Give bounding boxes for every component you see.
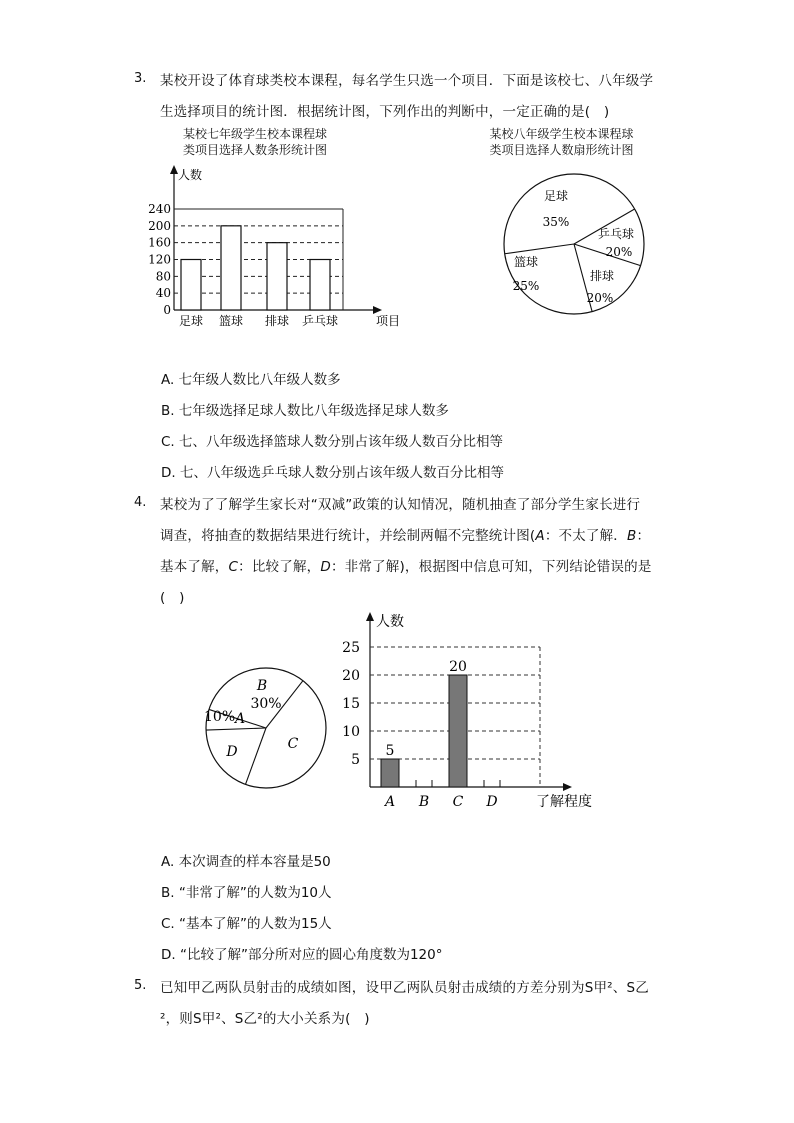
q3-option-b[interactable]: B. 七年级选择足球人数比八年级选择足球人数多 — [161, 403, 449, 419]
q4-var-c: C — [228, 559, 239, 575]
x-axis-arrow-icon — [563, 783, 572, 791]
q3-option-a[interactable]: A. 七年级人数比八年级人数多 — [161, 372, 341, 388]
q3-option-d[interactable]: D. 七、八年级选乒乓球人数分别占该年级人数百分比相等 — [161, 465, 504, 481]
y-tick-label: 10 — [342, 724, 360, 740]
pie-slice-label: 篮球 — [513, 255, 539, 269]
y-tick-label: 15 — [342, 696, 360, 712]
x-tick-label: C — [452, 794, 464, 810]
question-5-number: 5. — [134, 978, 147, 993]
pie-slice-label: A — [234, 711, 246, 727]
bar-A — [381, 759, 399, 787]
y-tick-label: 120 — [148, 252, 171, 267]
pie-slice-pct: 10% — [204, 709, 236, 725]
pie-slice-label: 足球 — [543, 189, 569, 203]
pie-caption-line1: 某校八年级学生校本课程球 — [489, 127, 634, 141]
pie-chart-caption — [479, 126, 644, 158]
pie-slice-pct: 30% — [250, 696, 282, 712]
q4-bar-chart — [340, 608, 620, 814]
question-4-text-line2 — [160, 524, 650, 544]
q4-line3-part3: ：非常了解)，根据图中信息可知，下列结论错误的是 — [330, 559, 652, 575]
question-3-text-line1: 某校开设了体育球类校本课程，每名学生只选一个项目．下面是该校七、八年级学 — [160, 73, 654, 89]
x-axis-label: 了解程度 — [536, 794, 592, 810]
y-tick-label: 25 — [342, 640, 360, 656]
y-tick-label: 240 — [148, 202, 171, 216]
q4-var-b: B — [627, 528, 637, 544]
q4-var-d: D — [320, 559, 331, 575]
pie-caption-line2: 类项目选择人数扇形统计图 — [489, 143, 634, 157]
pie-slice-label: 乒乓球 — [597, 227, 635, 241]
grade8-pie-chart — [494, 164, 654, 324]
bar-data-label: 20 — [449, 659, 467, 675]
pie-slice-pct: 20% — [586, 291, 614, 305]
pie-slice-label: C — [287, 736, 299, 752]
q4-option-a[interactable]: A. 本次调查的样本容量是50 — [161, 854, 331, 870]
pie-slice-label: 排球 — [589, 269, 615, 283]
q4-option-b[interactable]: B. “非常了解”的人数为10人 — [161, 885, 332, 901]
bar-4 — [310, 260, 330, 311]
x-tick-label: A — [384, 794, 396, 810]
x-tick-label: B — [418, 794, 430, 810]
y-tick-label: 5 — [351, 752, 360, 768]
y-tick-label: 200 — [148, 218, 171, 233]
bar-2 — [221, 226, 241, 310]
q4-line2-part1: 调查，将抽查的数据结果进行统计，并绘制两幅不完整统计图( — [160, 528, 536, 544]
y-tick-label: 80 — [155, 269, 171, 284]
question-4-number: 4. — [134, 495, 147, 510]
bar-C — [449, 675, 467, 787]
pie-slice-pct: 25% — [512, 279, 540, 293]
question-4-text-line1: 某校为了了解学生家长对“双减”政策的认知情况，随机抽查了部分学生家长进行 — [160, 497, 641, 513]
y-tick-label: 40 — [155, 286, 171, 301]
pie-slice-label: D — [226, 744, 238, 760]
bar-3 — [267, 243, 287, 310]
grade7-bar-chart — [140, 162, 400, 332]
y-tick-label: 160 — [148, 235, 171, 250]
x-tick-label: 足球 — [178, 314, 204, 328]
y-axis-arrow-icon — [170, 165, 178, 174]
bar-caption-line1: 某校七年级学生校本课程球 — [182, 127, 327, 141]
y-tick-label: 0 — [163, 303, 171, 317]
y-axis-label: 人数 — [178, 168, 203, 182]
pie-slice-pct: 20% — [605, 245, 633, 259]
question-4-text-line4: ( ) — [160, 590, 185, 606]
q3-option-c[interactable]: C. 七、八年级选择篮球人数分别占该年级人数百分比相等 — [161, 434, 504, 450]
y-tick-label: 20 — [342, 668, 360, 684]
pie-slice-pct: 35% — [542, 215, 570, 229]
x-tick-label: 排球 — [264, 314, 290, 328]
x-tick-label: D — [486, 794, 498, 810]
q4-option-d[interactable]: D. “比较了解”部分所对应的圆心角度数为120° — [161, 947, 443, 963]
x-tick-label: 乒乓球 — [301, 314, 339, 328]
y-axis-label: 人数 — [376, 614, 404, 630]
bar-caption-line2: 类项目选择人数条形统计图 — [182, 143, 327, 157]
bar-data-label: 5 — [385, 743, 395, 759]
q4-option-c[interactable]: C. “基本了解”的人数为15人 — [161, 916, 332, 932]
q4-line2-part2: ：不太了解． — [544, 528, 628, 544]
q4-line3-part2: ：比较了解， — [238, 559, 321, 575]
question-3-text-line2: 生选择项目的统计图．根据统计图，下列作出的判断中，一定正确的是( ) — [160, 104, 610, 120]
bar-chart-caption — [175, 126, 335, 158]
x-axis-arrow-icon — [373, 306, 382, 314]
q4-line2-part3: ： — [636, 528, 651, 544]
question-3-number: 3. — [134, 71, 147, 86]
question-4-text-line3 — [160, 555, 652, 575]
q4-var-a: A — [535, 528, 545, 544]
q4-line3-part1: 基本了解， — [160, 559, 229, 575]
pie-slice-label: B — [256, 678, 268, 694]
x-tick-label: 篮球 — [218, 314, 244, 328]
q4-pie-chart — [196, 658, 336, 798]
question-5-text-line1: 已知甲乙两队员射击的成绩如图，设甲乙两队员射击成绩的方差分别为S甲²、S乙 — [160, 980, 649, 996]
x-axis-label: 项目 — [376, 314, 400, 328]
y-axis-arrow-icon — [366, 612, 374, 621]
bar-1 — [181, 260, 201, 311]
question-5-text-line2: ²，则S甲²、S乙²的大小关系为( ) — [160, 1011, 370, 1027]
